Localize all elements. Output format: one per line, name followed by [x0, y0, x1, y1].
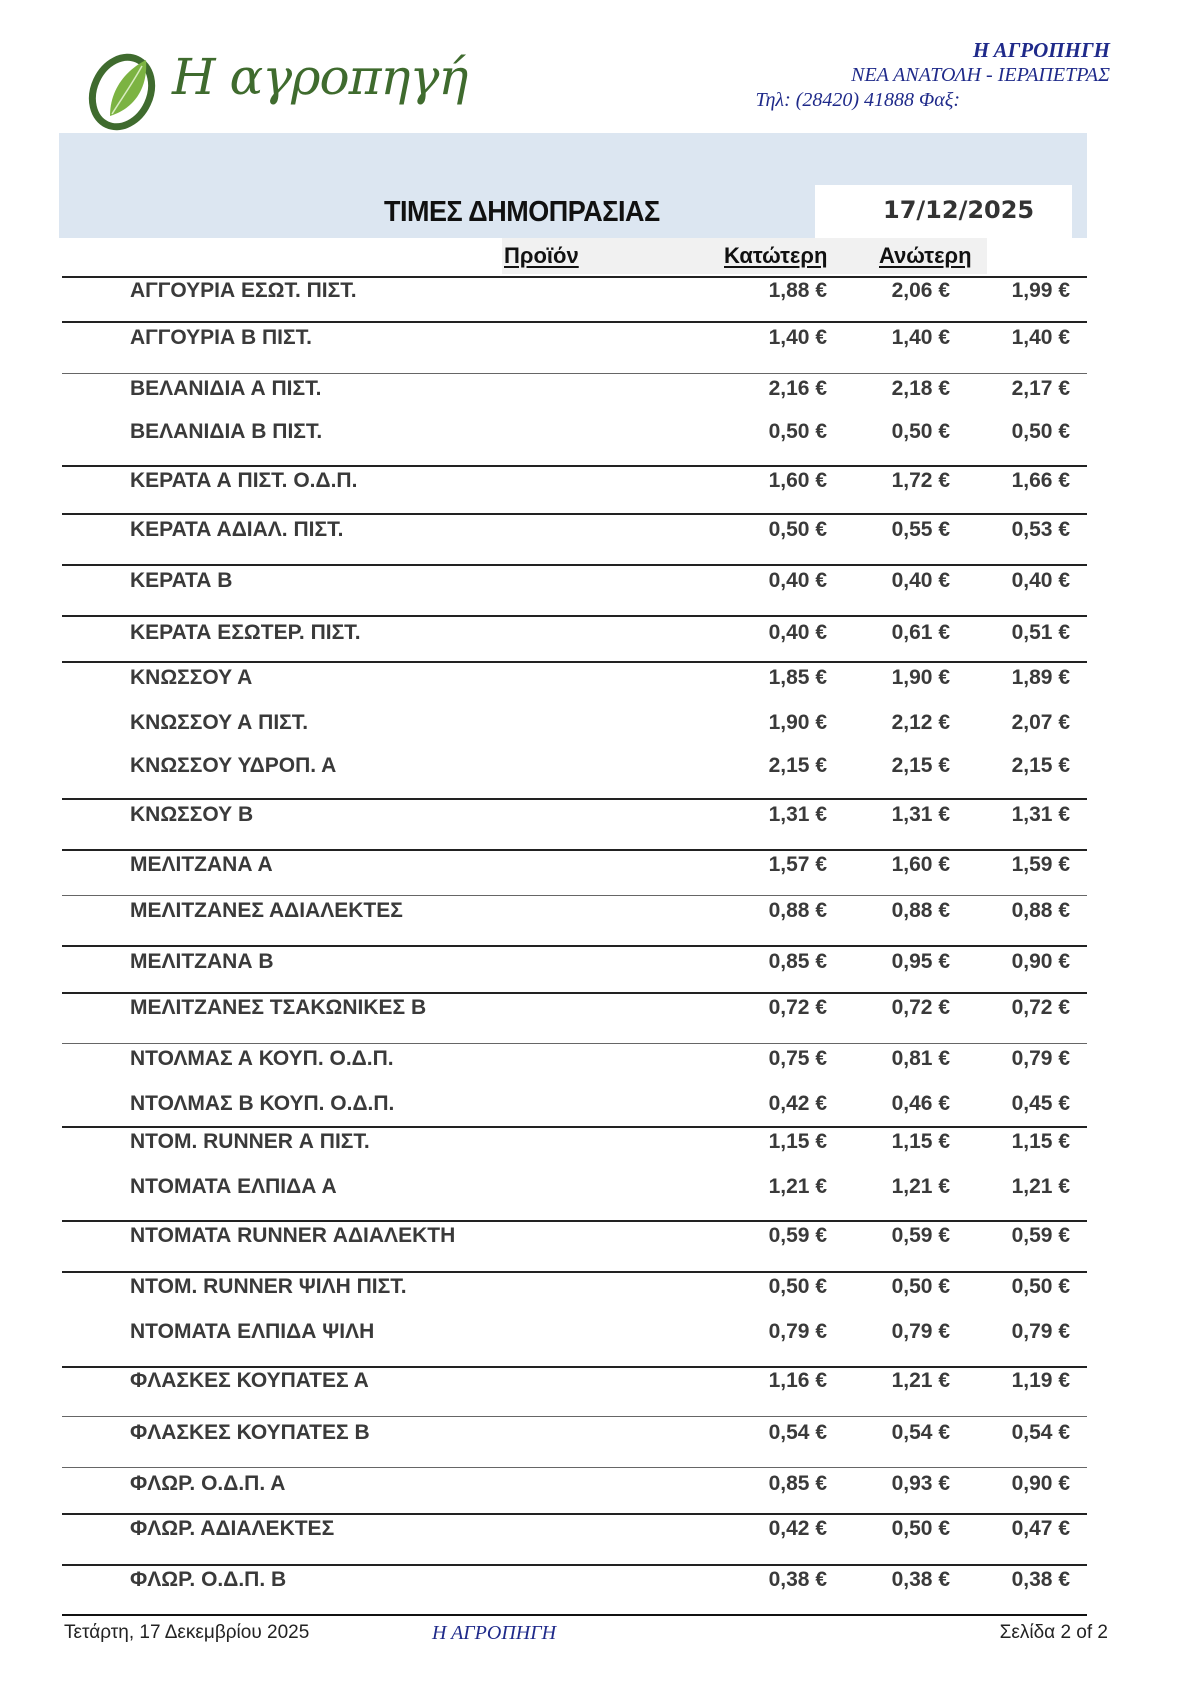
average-price: 1,59 € — [1011, 853, 1070, 876]
average-price: 0,50 € — [1011, 1275, 1070, 1298]
row-divider — [62, 1513, 1087, 1515]
low-price: 0,50 € — [768, 420, 827, 443]
column-header-product: Προϊόν — [504, 243, 579, 268]
row-divider — [62, 798, 1087, 800]
row-divider — [62, 1126, 1087, 1128]
product-name: ΚΝΩΣΣΟΥ Α ΠΙΣΤ. — [130, 711, 309, 734]
product-name: ΚΝΩΣΣΟΥ ΥΔΡΟΠ. Α — [130, 754, 337, 777]
footer-divider — [62, 1614, 1087, 1616]
low-price: 0,88 € — [768, 899, 827, 922]
product-name: ΑΓΓΟΥΡΙΑ Β ΠΙΣΤ. — [130, 326, 312, 349]
low-price: 0,38 € — [768, 1568, 827, 1591]
low-price: 0,75 € — [768, 1047, 827, 1070]
high-price: 0,59 € — [891, 1224, 950, 1247]
low-price: 0,85 € — [768, 950, 827, 973]
average-price: 1,15 € — [1011, 1130, 1070, 1153]
average-price: 2,17 € — [1011, 377, 1070, 400]
report-date-box — [815, 185, 1072, 238]
low-price: 0,85 € — [768, 1472, 827, 1495]
low-price: 0,50 € — [768, 1275, 827, 1298]
row-divider — [62, 1564, 1087, 1566]
average-price: 0,50 € — [1011, 420, 1070, 443]
product-name: ΚΕΡΑΤΑ ΑΔΙΑΛ. ΠΙΣΤ. — [130, 518, 344, 541]
high-price: 0,55 € — [891, 518, 950, 541]
average-price: 1,31 € — [1011, 803, 1070, 826]
product-name: ΝΤΟΛΜΑΣ Α ΚΟΥΠ. Ο.Δ.Π. — [130, 1047, 394, 1070]
average-price: 0,40 € — [1011, 569, 1070, 592]
high-price: 0,50 € — [891, 1275, 950, 1298]
average-price: 0,72 € — [1011, 996, 1070, 1019]
product-name: ΜΕΛΙΤΖΑΝΕΣ ΑΔΙΑΛΕΚΤΕΣ — [130, 899, 403, 922]
low-price: 1,60 € — [768, 469, 827, 492]
footer-company: Η ΑΓΡΟΠΗΓΗ — [432, 1622, 557, 1644]
product-name: ΦΛΩΡ. ΑΔΙΑΛΕΚΤΕΣ — [130, 1517, 335, 1540]
row-divider — [62, 564, 1087, 566]
low-price: 1,40 € — [768, 326, 827, 349]
company-phone: Τηλ: (28420) 41888 Φαξ: — [755, 89, 960, 111]
average-price: 0,47 € — [1011, 1517, 1070, 1540]
company-address: ΝΕΑ ΑΝΑΤΟΛΗ - ΙΕΡΑΠΕΤΡΑΣ — [851, 64, 1110, 86]
low-price: 0,42 € — [768, 1092, 827, 1115]
high-price: 0,40 € — [891, 569, 950, 592]
high-price: 2,18 € — [891, 377, 950, 400]
high-price: 2,06 € — [891, 279, 950, 302]
row-divider — [62, 513, 1087, 515]
low-price: 0,42 € — [768, 1517, 827, 1540]
average-price: 0,88 € — [1011, 899, 1070, 922]
row-divider — [62, 1220, 1087, 1222]
average-price: 1,99 € — [1011, 279, 1070, 302]
product-name: ΜΕΛΙΤΖΑΝΑ Α — [130, 853, 273, 876]
average-price: 1,19 € — [1011, 1369, 1070, 1392]
average-price: 1,40 € — [1011, 326, 1070, 349]
row-divider — [62, 1271, 1087, 1273]
high-price: 0,38 € — [891, 1568, 950, 1591]
row-divider — [62, 992, 1087, 994]
high-price: 0,50 € — [891, 420, 950, 443]
product-name: ΦΛΑΣΚΕΣ ΚΟΥΠΑΤΕΣ Α — [130, 1369, 369, 1392]
low-price: 0,72 € — [768, 996, 827, 1019]
average-price: 0,90 € — [1011, 1472, 1070, 1495]
row-divider — [62, 1467, 1087, 1468]
average-price: 2,15 € — [1011, 754, 1070, 777]
low-price: 0,79 € — [768, 1320, 827, 1343]
row-divider — [62, 661, 1087, 663]
average-price: 1,21 € — [1011, 1175, 1070, 1198]
average-price: 0,59 € — [1011, 1224, 1070, 1247]
low-price: 0,50 € — [768, 518, 827, 541]
company-name: Η ΑΓΡΟΠΗΓΗ — [972, 38, 1110, 62]
row-divider — [62, 615, 1087, 617]
high-price: 1,72 € — [891, 469, 950, 492]
footer-date: Τετάρτη, 17 Δεκεμβρίου 2025 — [64, 1622, 310, 1643]
average-price: 0,38 € — [1011, 1568, 1070, 1591]
column-header-high: Ανώτερη — [879, 243, 972, 268]
footer-page-number: Σελίδα 2 of 2 — [999, 1622, 1108, 1643]
product-name: ΦΛΩΡ. Ο.Δ.Π. Β — [130, 1568, 287, 1591]
low-price: 2,16 € — [768, 377, 827, 400]
column-header-low: Κατώτερη — [724, 243, 828, 268]
high-price: 1,60 € — [891, 853, 950, 876]
row-divider — [62, 465, 1087, 467]
high-price: 0,61 € — [891, 621, 950, 644]
row-divider — [62, 1416, 1087, 1417]
product-name: ΚΕΡΑΤΑ ΕΣΩΤΕΡ. ΠΙΣΤ. — [130, 621, 361, 644]
product-name: ΜΕΛΙΤΖΑΝΑ Β — [130, 950, 274, 973]
high-price: 0,95 € — [891, 950, 950, 973]
low-price: 1,85 € — [768, 666, 827, 689]
report-date: 17/12/2025 — [883, 196, 1035, 224]
low-price: 0,59 € — [768, 1224, 827, 1247]
high-price: 2,12 € — [891, 711, 950, 734]
average-price: 1,89 € — [1011, 666, 1070, 689]
low-price: 1,31 € — [768, 803, 827, 826]
low-price: 0,40 € — [768, 621, 827, 644]
product-name: ΒΕΛΑΝΙΔΙΑ Β ΠΙΣΤ. — [130, 420, 323, 443]
company-info — [755, 38, 1110, 113]
average-price: 0,45 € — [1011, 1092, 1070, 1115]
low-price: 2,15 € — [768, 754, 827, 777]
product-name: ΚΕΡΑΤΑ Α ΠΙΣΤ. Ο.Δ.Π. — [130, 469, 358, 492]
high-price: 0,54 € — [891, 1421, 950, 1444]
high-price: 0,81 € — [891, 1047, 950, 1070]
high-price: 0,72 € — [891, 996, 950, 1019]
high-price: 1,90 € — [891, 666, 950, 689]
low-price: 1,15 € — [768, 1130, 827, 1153]
row-divider — [62, 895, 1087, 896]
low-price: 1,21 € — [768, 1175, 827, 1198]
product-name: ΝΤΟΜ. RUNNER ΨΙΛΗ ΠΙΣΤ. — [130, 1275, 407, 1298]
product-name: ΝΤΟΜΑΤΑ RUNNER ΑΔΙΑΛΕΚΤΗ — [130, 1224, 456, 1247]
report-title: ΤΙΜΕΣ ΔΗΜΟΠΡΑΣΙΑΣ — [384, 196, 660, 228]
average-price: 0,90 € — [1011, 950, 1070, 973]
average-price: 0,79 € — [1011, 1320, 1070, 1343]
product-name: ΚΝΩΣΣΟΥ Β — [130, 803, 254, 826]
average-price: 0,53 € — [1011, 518, 1070, 541]
high-price: 1,21 € — [891, 1175, 950, 1198]
product-name: ΜΕΛΙΤΖΑΝΕΣ ΤΣΑΚΩΝΙΚΕΣ Β — [130, 996, 427, 1019]
row-divider — [62, 849, 1087, 851]
high-price: 1,40 € — [891, 326, 950, 349]
logo-text: Η αγροπηγή — [172, 48, 468, 106]
low-price: 0,54 € — [768, 1421, 827, 1444]
product-name: ΚΝΩΣΣΟΥ Α — [130, 666, 253, 689]
high-price: 1,31 € — [891, 803, 950, 826]
product-name: ΝΤΟΛΜΑΣ Β ΚΟΥΠ. Ο.Δ.Π. — [130, 1092, 395, 1115]
row-divider — [62, 373, 1087, 374]
average-price: 0,51 € — [1011, 621, 1070, 644]
high-price: 0,46 € — [891, 1092, 950, 1115]
average-price: 1,66 € — [1011, 469, 1070, 492]
high-price: 1,15 € — [891, 1130, 950, 1153]
row-divider — [62, 945, 1087, 947]
product-name: ΑΓΓΟΥΡΙΑ ΕΣΩΤ. ΠΙΣΤ. — [130, 279, 357, 302]
high-price: 1,21 € — [891, 1369, 950, 1392]
average-price: 0,54 € — [1011, 1421, 1070, 1444]
high-price: 2,15 € — [891, 754, 950, 777]
company-logo — [80, 42, 468, 142]
row-divider — [62, 1043, 1087, 1044]
high-price: 0,93 € — [891, 1472, 950, 1495]
product-name: ΒΕΛΑΝΙΔΙΑ Α ΠΙΣΤ. — [130, 377, 322, 400]
high-price: 0,88 € — [891, 899, 950, 922]
product-name: ΚΕΡΑΤΑ Β — [130, 569, 233, 592]
low-price: 1,90 € — [768, 711, 827, 734]
product-name: ΝΤΟΜ. RUNNER Α ΠΙΣΤ. — [130, 1130, 370, 1153]
product-name: ΦΛΩΡ. Ο.Δ.Π. Α — [130, 1472, 286, 1495]
row-divider — [62, 321, 1087, 323]
average-price: 0,79 € — [1011, 1047, 1070, 1070]
row-divider — [62, 276, 1087, 278]
low-price: 1,88 € — [768, 279, 827, 302]
high-price: 0,79 € — [891, 1320, 950, 1343]
average-price: 2,07 € — [1011, 711, 1070, 734]
low-price: 1,57 € — [768, 853, 827, 876]
leaf-in-circle-icon — [80, 46, 170, 136]
high-price: 0,50 € — [891, 1517, 950, 1540]
low-price: 0,40 € — [768, 569, 827, 592]
product-name: ΦΛΑΣΚΕΣ ΚΟΥΠΑΤΕΣ Β — [130, 1421, 370, 1444]
product-name: ΝΤΟΜΑΤΑ ΕΛΠΙΔΑ ΨΙΛΗ — [130, 1320, 375, 1343]
product-name: ΝΤΟΜΑΤΑ ΕΛΠΙΔΑ Α — [130, 1175, 337, 1198]
low-price: 1,16 € — [768, 1369, 827, 1392]
row-divider — [62, 1366, 1087, 1368]
